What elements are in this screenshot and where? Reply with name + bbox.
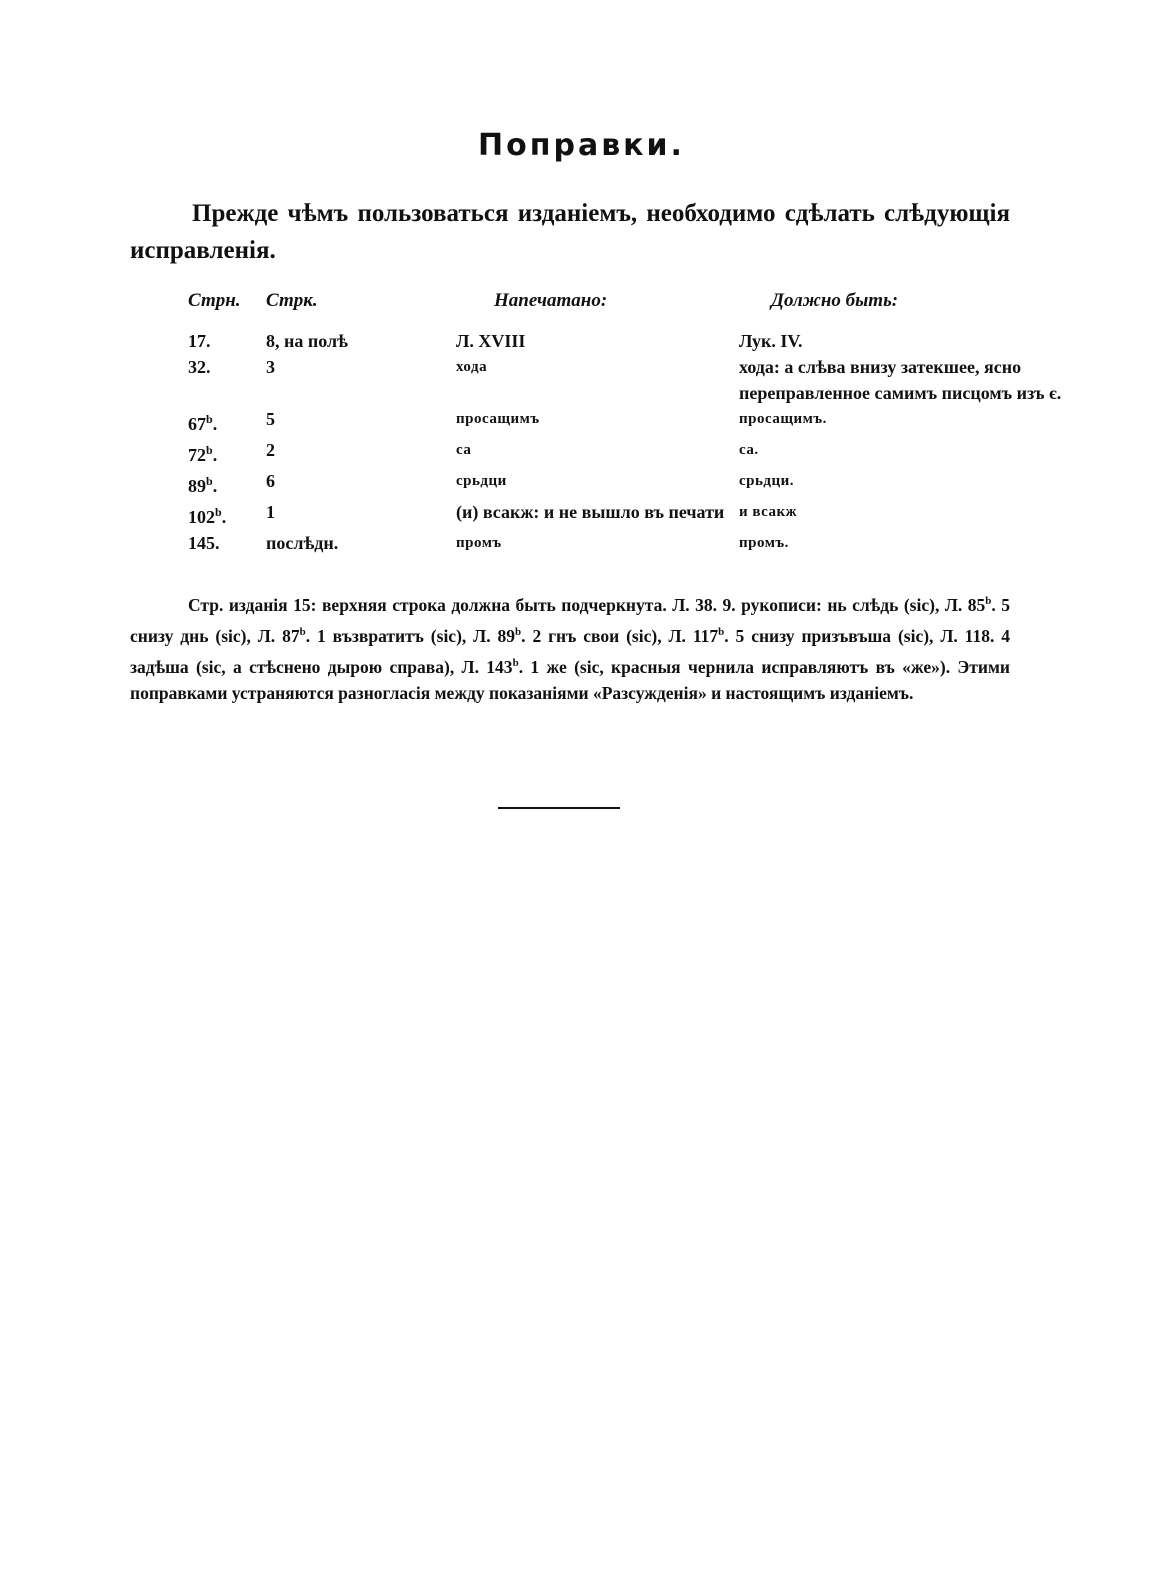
- row-should-be: просащимъ.: [739, 411, 827, 427]
- page-number: 145.: [188, 533, 220, 553]
- page-suffix: .: [212, 476, 218, 496]
- page-number: 67: [188, 414, 206, 434]
- row-should-be: хода: а слѣва внизу затекшее, ясно переправленное самимъ писцомъ изъ є.: [739, 357, 1062, 403]
- note-superscript: b: [299, 625, 306, 638]
- row-printed: Л. XVIII: [456, 331, 526, 351]
- row-line: послѣдн.: [266, 533, 339, 553]
- table-row: [188, 354, 1081, 406]
- row-printed: срьдци: [456, 473, 507, 489]
- row-line: 6: [266, 471, 275, 491]
- page-superscript: b: [206, 412, 213, 426]
- row-page: [188, 530, 266, 556]
- row-line: 8, на полѣ: [266, 331, 348, 351]
- row-page: [188, 499, 266, 530]
- errata-header-row: [188, 290, 1081, 328]
- note-text: . 1 възвратитъ (sic), Л. 89: [305, 625, 516, 646]
- header-printed: Напечатано:: [494, 290, 608, 311]
- page-suffix: .: [212, 414, 218, 434]
- row-should-be: Лук. IV.: [739, 331, 803, 351]
- table-row: [188, 406, 1081, 437]
- row-line: 2: [266, 440, 275, 460]
- table-row: [188, 530, 1081, 556]
- page-suffix: .: [221, 507, 227, 527]
- row-should-be: срьдци.: [739, 473, 795, 489]
- row-printed: са: [456, 442, 472, 458]
- page-superscript: b: [206, 443, 213, 457]
- row-line: 5: [266, 409, 275, 429]
- row-page: [188, 406, 266, 437]
- row-page: [188, 468, 266, 499]
- errata-table: [188, 290, 1081, 556]
- row-line: 3: [266, 357, 275, 377]
- row-line: 1: [266, 502, 275, 522]
- table-row: [188, 468, 1081, 499]
- row-should-be: са.: [739, 442, 759, 458]
- page-number: 102: [188, 507, 215, 527]
- row-page: [188, 437, 266, 468]
- page-number: 17.: [188, 331, 211, 351]
- intro-paragraph: Прежде чѣмъ пользоваться изданіемъ, необходимо сдѣлать слѣдующія исправленія.: [130, 200, 1010, 264]
- note-superscript: b: [512, 656, 519, 669]
- notes-paragraph: [130, 588, 1010, 707]
- row-printed: просащимъ: [456, 411, 540, 427]
- row-should-be: и всакж: [739, 504, 798, 520]
- note-text: . 2 гнъ свои (sic), Л. 117: [521, 625, 719, 646]
- note-text: . 5 снизу днь (sic), Л. 87: [130, 594, 1011, 646]
- row-should-be: промъ.: [739, 535, 789, 551]
- note-text: . 1 же (sic, красныя чернила исправляютъ въ «же»). Этими поправками устраняются разногласія между показаніями «Разсужденія» и настоящимъ изданіемъ.: [130, 656, 1010, 704]
- end-rule-divider: [498, 807, 620, 809]
- table-row: [188, 328, 1081, 354]
- note-superscript: b: [985, 595, 992, 607]
- page-suffix: .: [212, 445, 218, 465]
- note-text: . 5 снизу призъвъша (sic), Л. 118. 4 задѣша (sic, а стѣснено дырою справа), Л. 143: [130, 625, 1011, 677]
- row-page: [188, 328, 266, 354]
- header-page: Стрн.: [188, 290, 241, 311]
- row-printed: промъ: [456, 535, 502, 551]
- table-row: [188, 499, 1081, 530]
- header-should-be: Должно быть:: [771, 290, 899, 311]
- page-number: 32.: [188, 357, 211, 377]
- page-superscript: b: [215, 505, 222, 519]
- page-superscript: b: [206, 474, 213, 488]
- note-text: Стр. изданія 15: верхняя строка должна быть подчеркнута. Л. 38. 9. рукописи: нь слѣдь (sic), Л. 85: [188, 594, 986, 615]
- header-line: Стрк.: [266, 290, 318, 311]
- page-title: Поправки.: [478, 128, 685, 163]
- page-number: 89: [188, 476, 206, 496]
- page-number: 72: [188, 445, 206, 465]
- table-row: [188, 437, 1081, 468]
- row-printed: хода: [456, 359, 488, 375]
- row-page: [188, 354, 266, 406]
- row-printed: (и) всакж: и не вышло въ печати: [456, 502, 725, 522]
- note-superscript: b: [718, 625, 725, 638]
- note-superscript: b: [515, 625, 522, 638]
